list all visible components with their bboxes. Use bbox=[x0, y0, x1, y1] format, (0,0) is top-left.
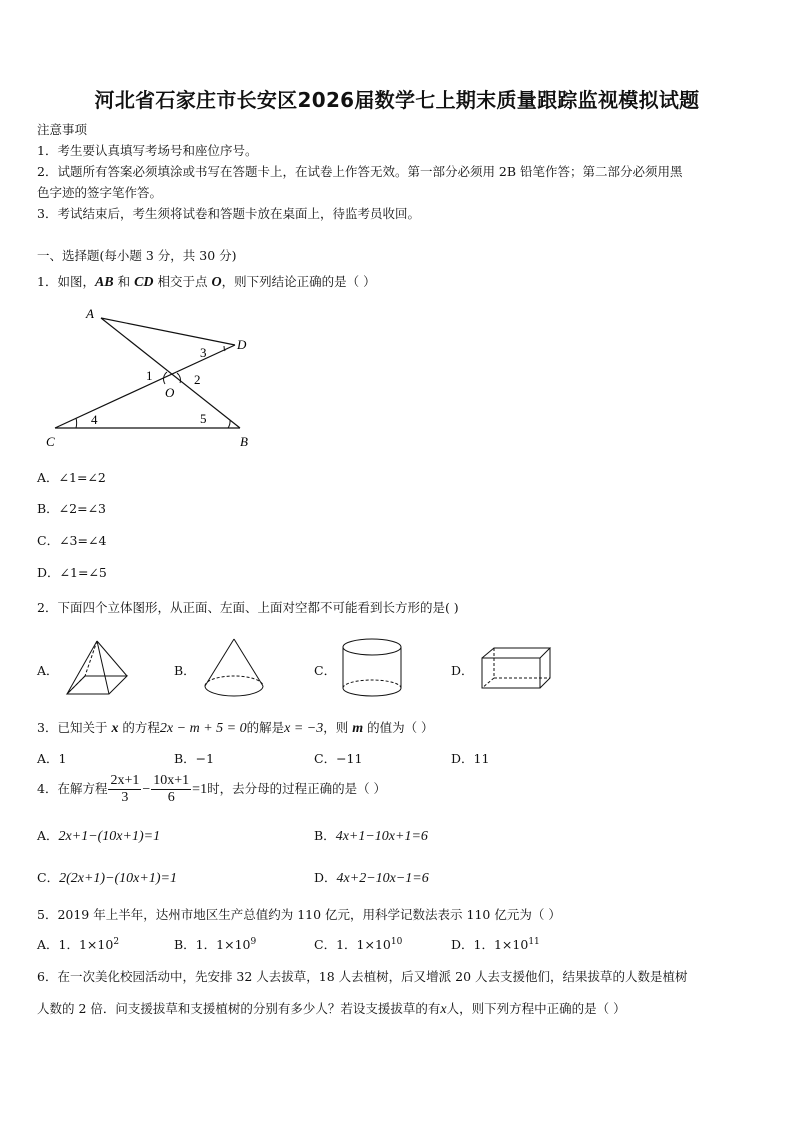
q4-option-b: B．4x+1−10x+1=6 bbox=[314, 828, 428, 844]
intersecting-lines-figure bbox=[40, 300, 270, 455]
q4-option-c: C．2(2x+1)−(10x+1)=1 bbox=[37, 870, 177, 886]
page-title: 河北省石家庄市长安区2026届数学七上期末质量跟踪监视模拟试题 bbox=[94, 88, 700, 112]
point-label-o: O bbox=[165, 385, 175, 400]
point-label-b: B bbox=[240, 434, 248, 449]
notice-item: 2．试题所有答案必须填涂或书写在答题卡上，在试卷上作答无效。第一部分必须用 2B 铅笔作答；第二部分必须用黑 bbox=[37, 164, 683, 179]
question-1-stem: 1．如图，AB 和 CD 相交于点 O，则下列结论正确的是（ ） bbox=[37, 274, 376, 290]
cuboid-icon bbox=[478, 644, 554, 692]
question-5-stem: 5．2019 年上半年，达州市地区生产总值约为 110 亿元，用科学记数法表示 110 亿元为（ ） bbox=[37, 907, 561, 922]
angle-label-4: 4 bbox=[91, 412, 98, 427]
q3-option-b: B．−1 bbox=[174, 751, 215, 766]
question-2-stem: 2．下面四个立体图形，从正面、左面、上面对空都不可能看到长方形的是( ) bbox=[37, 600, 459, 615]
notice-item: 3．考试结束后，考生须将试卷和答题卡放在桌面上，待监考员收回。 bbox=[37, 206, 420, 221]
question-4-stem: 4．在解方程 $\frac{2x+1}{3}$ − $\frac{10x+1}{6}$ =1时，去分母的过程正确的是（ ） bbox=[37, 773, 387, 805]
q2-option-a-label: A． bbox=[37, 663, 59, 678]
q3-option-a: A．1 bbox=[37, 751, 67, 766]
q1-option-c: C．∠3=∠4 bbox=[37, 533, 107, 548]
section-heading: 一、选择题(每小题 3 分，共 30 分) bbox=[37, 248, 237, 263]
q1-option-b: B．∠2=∠3 bbox=[37, 501, 107, 516]
pyramid-icon bbox=[63, 638, 135, 698]
q1-option-a: A．∠1=∠2 bbox=[37, 470, 106, 485]
question-6-line-1: 6．在一次美化校园活动中，先安排 32 人去拔草，18 人去植树，后又增派 20 人去支援他们，结果拔草的人数是植树 bbox=[37, 969, 688, 984]
q5-option-b: B．1．$1\times 10^9$ bbox=[174, 936, 257, 952]
angle-label-3: 3 bbox=[200, 345, 207, 360]
q2-option-d-label: D． bbox=[451, 663, 474, 678]
angle-label-2: 2 bbox=[194, 372, 201, 387]
q3-option-c: C．−11 bbox=[314, 751, 363, 766]
fraction-1: $\frac{2x+1}{3}$ bbox=[110, 773, 140, 805]
q5-option-d: D．1．$1\times 10^{11}$ bbox=[451, 936, 540, 952]
q3-option-d: D．11 bbox=[451, 751, 490, 766]
notice-item: 1．考生要认真填写考场号和座位序号。 bbox=[37, 143, 258, 158]
q5-option-a: A．1．$1\times 10^2$ bbox=[37, 936, 120, 952]
q4-option-d: D．4x+2−10x−1=6 bbox=[314, 870, 429, 886]
angle-label-5: 5 bbox=[200, 411, 207, 426]
q1-option-d: D．∠1=∠5 bbox=[37, 565, 107, 580]
question-3-stem: 3．已知关于 x 的方程2x − m + 5 = 0的解是x = −3，则 m 的值为（ ） bbox=[37, 720, 434, 736]
point-label-c: C bbox=[46, 434, 55, 449]
notice-item: 色字迹的签字笔作答。 bbox=[37, 185, 163, 200]
q5-option-c: C．1．$1\times 10^{10}$ bbox=[314, 936, 403, 952]
fraction-2: $\frac{10x+1}{6}$ bbox=[153, 773, 190, 805]
point-label-a: A bbox=[86, 306, 94, 321]
notice-heading: 注意事项 bbox=[37, 122, 88, 137]
q2-option-c-label: C． bbox=[314, 663, 337, 678]
question-6-line-2: 人数的 2 倍．问支援拔草和支援植树的分别有多少人？若设支援拔草的有x人，则下列方程中正确的是（ ） bbox=[37, 1001, 626, 1017]
angle-label-1: 1 bbox=[146, 368, 153, 383]
q2-option-b-label: B． bbox=[174, 663, 196, 678]
cylinder-icon bbox=[340, 636, 406, 702]
cone-icon bbox=[200, 636, 270, 700]
q4-option-a: A．2x+1−(10x+1)=1 bbox=[37, 828, 161, 844]
point-label-d: D bbox=[237, 337, 247, 352]
